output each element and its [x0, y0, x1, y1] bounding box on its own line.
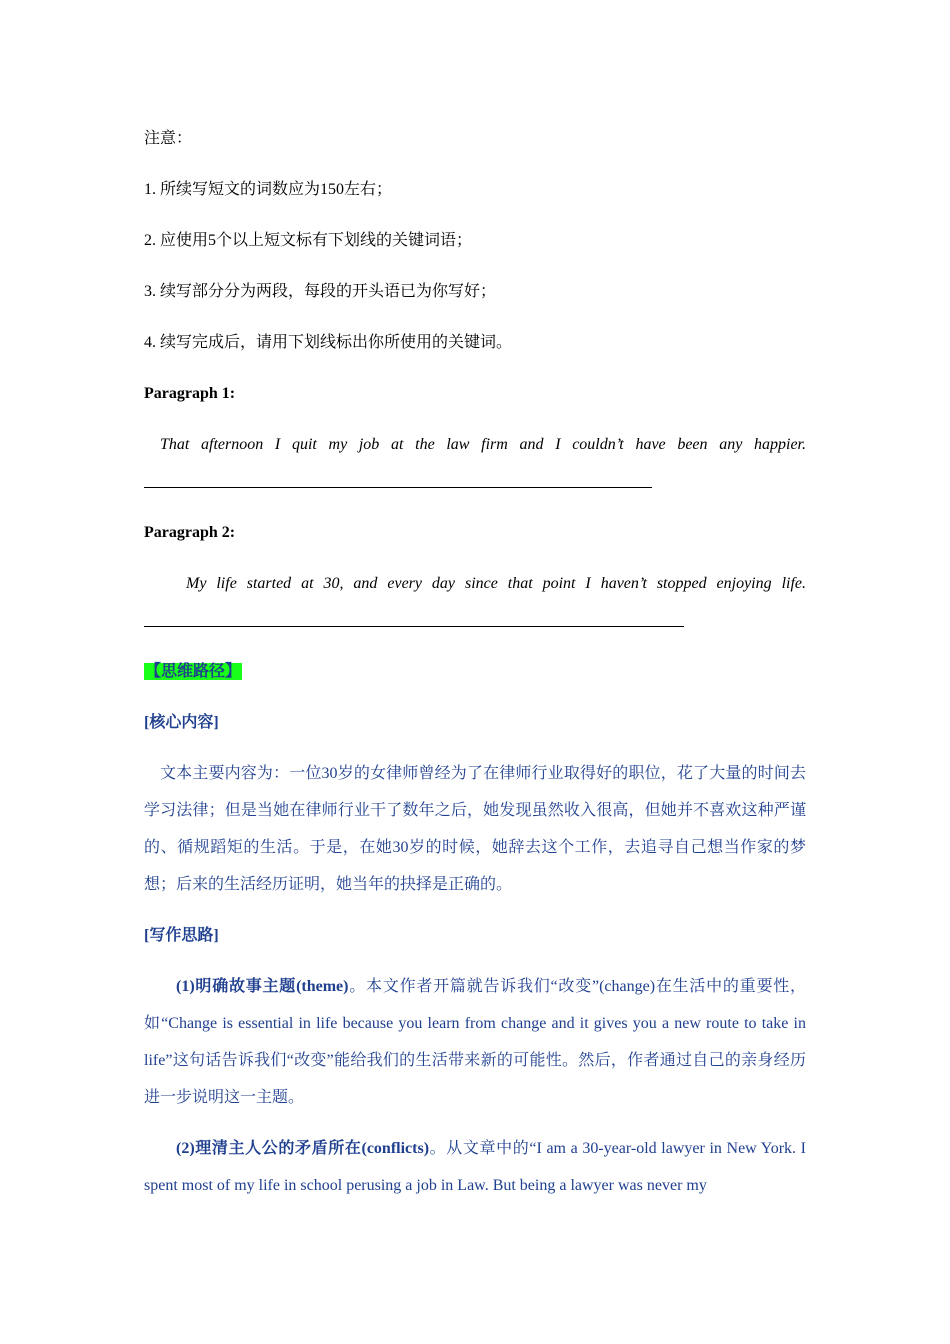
core-text: 文本主要内容为：一位30岁的女律师曾经为了在律师行业取得好的职位，花了大量的时间去学习法律；但是当她在律师行业干了数年之后，她发现虽然收入很高，但她并不喜欢这种严谨的、循规蹈矩的生活。于是，在她30岁的时候，她辞去这个工作，去追寻自己想当作家的梦想；后来的生活经历证明，她当年的抉择是正确的。: [144, 765, 806, 893]
paragraph2-body: [144, 565, 806, 639]
paragraph2-label: Paragraph 2:: [144, 524, 236, 541]
thinking-title-line: [144, 653, 806, 690]
note-item-2: 2. 应使用5个以上短文标有下划线的关键词语；: [144, 232, 473, 249]
note-item-1: 1. 所续写短文的词数应为150左右；: [144, 181, 393, 198]
paragraph1-label: Paragraph 1:: [144, 385, 236, 402]
point1-paragraph: [144, 968, 806, 1116]
point2-text: 。从文章中的“I am a 30-year-old lawyer in New York. I spent most of my life in school perusing a job in Law. But being a lawyer was never my: [144, 1140, 806, 1194]
point1-text: 。本文作者开篇就告诉我们“改变”(change)在生活中的重要性，如“Change is essential in life because you learn from change and it gives you a new route to take in life”这句话告诉我们“改变”能给我们的生活带来新的可能性。然后，作者通过自己的亲身经历进一步说明这一主题。: [144, 978, 807, 1106]
writing-blank-line[interactable]: [144, 610, 684, 627]
paragraph1-body: [144, 426, 806, 500]
core-heading: [核心内容]: [144, 714, 219, 731]
document-page: [144, 120, 806, 1218]
point2-label: (2)理清主人公的矛盾所在(conflicts): [176, 1140, 430, 1157]
point2-paragraph: [144, 1130, 806, 1204]
point1-label: (1)明确故事主题(theme): [176, 978, 349, 995]
paragraph1-opening: That afternoon I quit my job at the law firm and I couldn’t have been any happier.: [160, 436, 806, 453]
note-item-4: 4. 续写完成后，请用下划线标出你所使用的关键词。: [144, 334, 513, 351]
writing-heading: [写作思路]: [144, 927, 219, 944]
thinking-title: 【思维路径】: [145, 663, 242, 680]
notes-heading: 注意：: [144, 130, 193, 147]
note-item-3: 3. 续写部分分为两段，每段的开头语已为你写好；: [144, 283, 497, 300]
writing-blank-line[interactable]: [144, 471, 652, 488]
paragraph2-opening: My life started at 30, and every day since that point I haven’t stopped enjoying life.: [186, 575, 806, 592]
